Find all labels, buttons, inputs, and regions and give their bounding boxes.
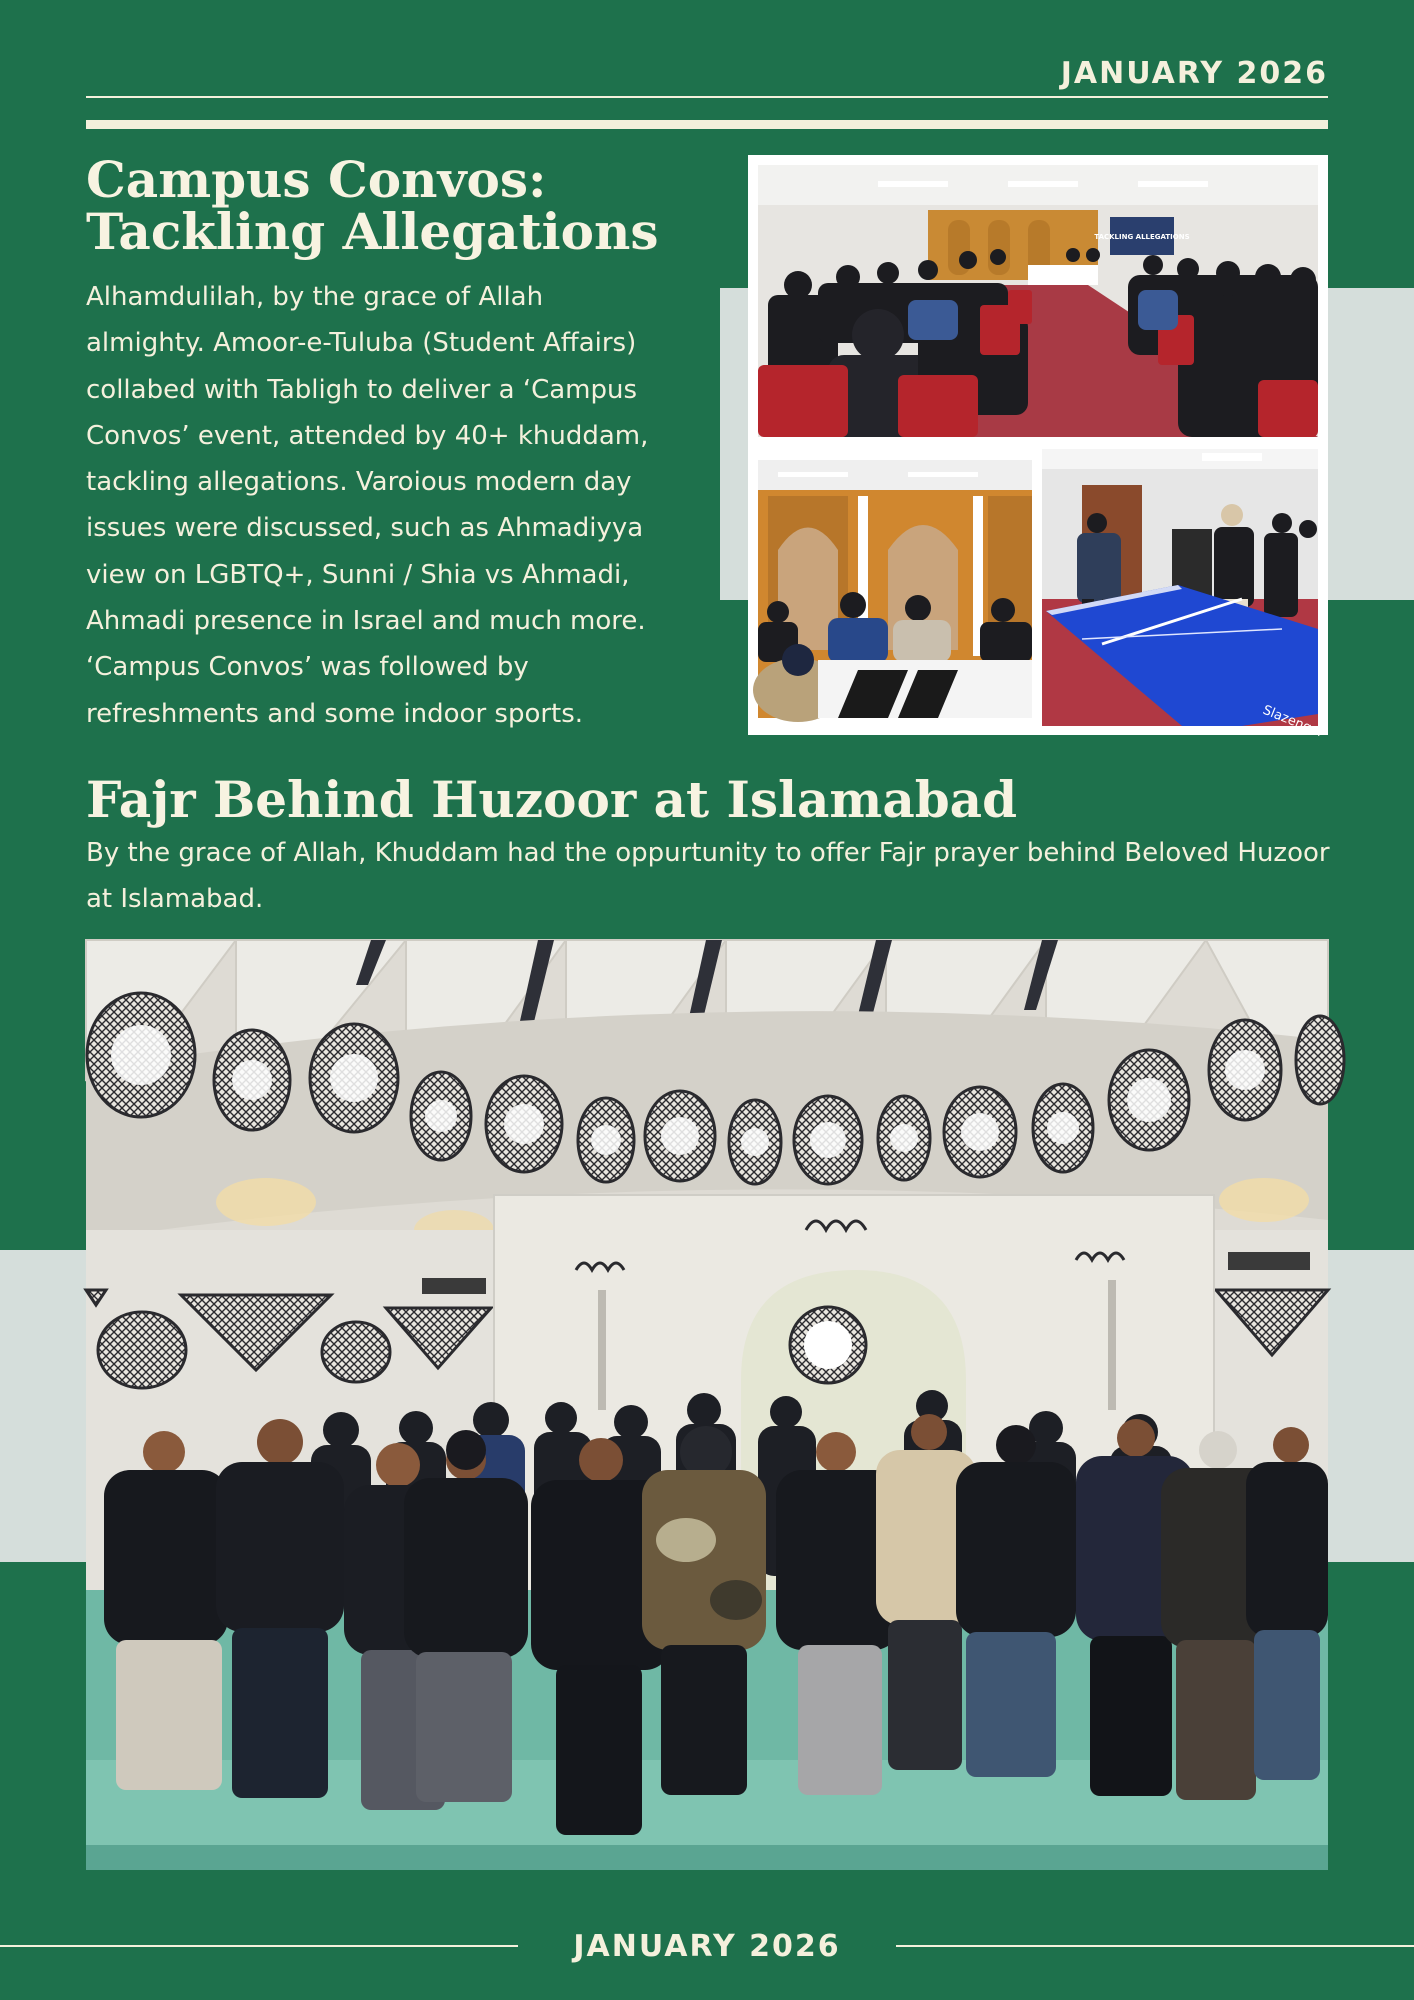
seminar-screen-text: TACKLING ALLEGATIONS	[1094, 233, 1190, 241]
footer-date: JANUARY 2026	[573, 1929, 841, 1964]
panel-photo	[758, 460, 1032, 718]
title-line-2: Tackling Allegations	[86, 202, 659, 261]
table-brand-text: Slazenger	[1260, 702, 1326, 741]
footer-rule-right	[896, 1945, 1414, 1947]
person-1	[104, 1431, 228, 1790]
article-title-fajr: Fajr Behind Huzoor at Islamabad	[86, 770, 1018, 829]
footer-rule-left	[0, 1945, 518, 1947]
header-rule-thick	[86, 120, 1328, 129]
person-12	[1246, 1427, 1328, 1780]
seminar-photo	[758, 165, 1318, 437]
person-2	[216, 1419, 344, 1798]
header-rule-thin	[86, 96, 1328, 98]
article-title-campus-convos	[86, 150, 726, 261]
article-body-fajr: By the grace of Allah, Khuddam had the oppurtunity to offer Fajr prayer behind Beloved Huzoor at Islamabad.	[86, 838, 1330, 914]
photo-collage	[748, 155, 1328, 741]
article-body-campus-convos: Alhamdulilah, by the grace of Allah almighty. Amoor-e-Tuluba (Student Affairs) collabed with Tabligh to deliver a ‘Campus Convos’ event, attended by 40+ khuddam, tackling allegations. Varoious modern day issues were discussed, such as Ahmadiyya view on LGBTQ+, Sunni / Shia vs Ahmadi, Ahmadi presence in Israel and much more. ‘Campus Convos’ was followed by refreshments and some indoor sports.	[86, 282, 649, 729]
group-photo	[86, 940, 1328, 1870]
table-tennis-photo	[1042, 449, 1326, 741]
person-4	[404, 1430, 528, 1802]
title-line-1: Campus Convos:	[86, 150, 547, 209]
header-date: JANUARY 2026	[1060, 56, 1328, 91]
